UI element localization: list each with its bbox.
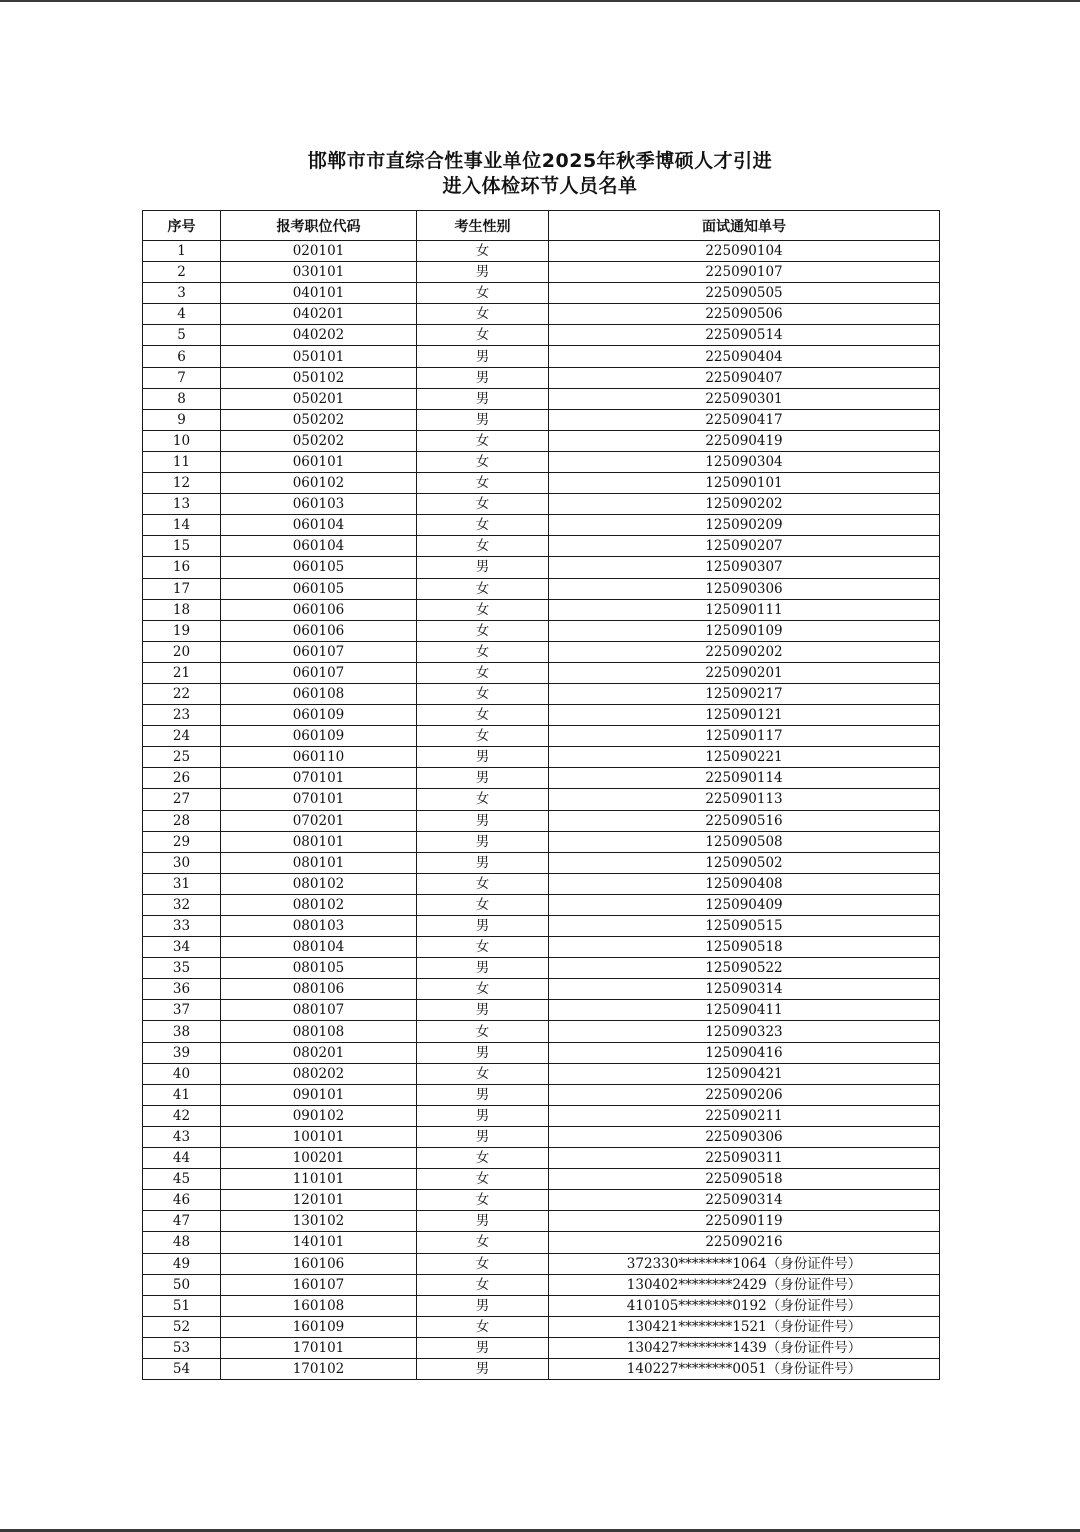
cell-position-code: 060105 [221, 578, 417, 599]
cell-position-code: 080106 [221, 979, 417, 1000]
cell-gender: 男 [417, 1211, 549, 1232]
cell-position-code: 050202 [221, 430, 417, 451]
table-row [143, 958, 940, 979]
cell-gender: 男 [417, 346, 549, 367]
cell-serial-number: 4 [143, 304, 221, 325]
cell-gender: 女 [417, 430, 549, 451]
cell-interview-notice-number: 225090104 [549, 241, 940, 262]
cell-gender: 女 [417, 1316, 549, 1337]
cell-gender: 女 [417, 241, 549, 262]
cell-gender: 女 [417, 1232, 549, 1253]
cell-position-code: 060106 [221, 620, 417, 641]
cell-gender: 女 [417, 937, 549, 958]
table-row [143, 1063, 940, 1084]
cell-gender: 女 [417, 641, 549, 662]
candidate-table [142, 210, 940, 1380]
table-row [143, 1021, 940, 1042]
cell-gender: 女 [417, 578, 549, 599]
cell-interview-notice-number: 140227********0051（身份证件号） [549, 1358, 940, 1379]
cell-gender: 女 [417, 1063, 549, 1084]
table-row [143, 536, 940, 557]
cell-position-code: 060104 [221, 536, 417, 557]
cell-position-code: 050102 [221, 367, 417, 388]
cell-serial-number: 24 [143, 726, 221, 747]
cell-gender: 男 [417, 1000, 549, 1021]
cell-position-code: 060109 [221, 726, 417, 747]
cell-gender: 女 [417, 536, 549, 557]
cell-gender: 男 [417, 557, 549, 578]
cell-gender: 女 [417, 304, 549, 325]
document-title-line2: 进入体检环节人员名单 [442, 175, 638, 197]
cell-interview-notice-number: 225090119 [549, 1211, 940, 1232]
cell-gender: 女 [417, 1169, 549, 1190]
table-row [143, 683, 940, 704]
table-row [143, 578, 940, 599]
cell-interview-notice-number: 410105********0192（身份证件号） [549, 1295, 940, 1316]
cell-serial-number: 48 [143, 1232, 221, 1253]
cell-serial-number: 19 [143, 620, 221, 641]
cell-position-code: 070201 [221, 810, 417, 831]
cell-serial-number: 32 [143, 894, 221, 915]
cell-serial-number: 40 [143, 1063, 221, 1084]
cell-gender: 男 [417, 768, 549, 789]
cell-serial-number: 47 [143, 1211, 221, 1232]
cell-interview-notice-number: 225090516 [549, 810, 940, 831]
cell-gender: 女 [417, 1148, 549, 1169]
cell-serial-number: 36 [143, 979, 221, 1000]
cell-serial-number: 12 [143, 473, 221, 494]
cell-position-code: 030101 [221, 262, 417, 283]
cell-gender: 男 [417, 1126, 549, 1147]
cell-serial-number: 45 [143, 1169, 221, 1190]
cell-interview-notice-number: 225090311 [549, 1148, 940, 1169]
cell-serial-number: 50 [143, 1274, 221, 1295]
cell-serial-number: 34 [143, 937, 221, 958]
cell-interview-notice-number: 125090314 [549, 979, 940, 1000]
cell-serial-number: 6 [143, 346, 221, 367]
cell-serial-number: 3 [143, 283, 221, 304]
cell-serial-number: 29 [143, 831, 221, 852]
cell-position-code: 160109 [221, 1316, 417, 1337]
cell-interview-notice-number: 125090202 [549, 494, 940, 515]
cell-serial-number: 11 [143, 451, 221, 472]
cell-interview-notice-number: 225090505 [549, 283, 940, 304]
cell-serial-number: 27 [143, 789, 221, 810]
cell-interview-notice-number: 225090407 [549, 367, 940, 388]
cell-interview-notice-number: 225090114 [549, 768, 940, 789]
cell-gender: 男 [417, 1337, 549, 1358]
cell-gender: 女 [417, 789, 549, 810]
cell-gender: 男 [417, 852, 549, 873]
table-row [143, 705, 940, 726]
cell-position-code: 060107 [221, 662, 417, 683]
cell-gender: 女 [417, 494, 549, 515]
cell-serial-number: 15 [143, 536, 221, 557]
cell-gender: 男 [417, 958, 549, 979]
cell-interview-notice-number: 225090404 [549, 346, 940, 367]
cell-serial-number: 5 [143, 325, 221, 346]
cell-position-code: 040201 [221, 304, 417, 325]
table-row [143, 1295, 940, 1316]
cell-gender: 男 [417, 810, 549, 831]
cell-position-code: 080202 [221, 1063, 417, 1084]
cell-serial-number: 46 [143, 1190, 221, 1211]
cell-interview-notice-number: 225090113 [549, 789, 940, 810]
cell-serial-number: 23 [143, 705, 221, 726]
cell-serial-number: 30 [143, 852, 221, 873]
cell-serial-number: 20 [143, 641, 221, 662]
cell-gender: 女 [417, 683, 549, 704]
table-row [143, 726, 940, 747]
cell-position-code: 140101 [221, 1232, 417, 1253]
cell-position-code: 100101 [221, 1126, 417, 1147]
cell-interview-notice-number: 125090117 [549, 726, 940, 747]
table-row [143, 304, 940, 325]
cell-gender: 女 [417, 662, 549, 683]
cell-position-code: 060108 [221, 683, 417, 704]
cell-position-code: 050202 [221, 409, 417, 430]
cell-interview-notice-number: 372330********1064（身份证件号） [549, 1253, 940, 1274]
table-row [143, 662, 940, 683]
cell-serial-number: 35 [143, 958, 221, 979]
cell-interview-notice-number: 225090202 [549, 641, 940, 662]
cell-gender: 女 [417, 1190, 549, 1211]
cell-interview-notice-number: 125090502 [549, 852, 940, 873]
table-row [143, 557, 940, 578]
cell-position-code: 080102 [221, 873, 417, 894]
cell-interview-notice-number: 125090101 [549, 473, 940, 494]
cell-position-code: 060109 [221, 705, 417, 726]
table-row [143, 1358, 940, 1379]
cell-gender: 女 [417, 1021, 549, 1042]
cell-serial-number: 38 [143, 1021, 221, 1042]
cell-position-code: 100201 [221, 1148, 417, 1169]
cell-serial-number: 41 [143, 1084, 221, 1105]
cell-position-code: 070101 [221, 789, 417, 810]
cell-interview-notice-number: 225090419 [549, 430, 940, 451]
cell-interview-notice-number: 125090209 [549, 515, 940, 536]
cell-position-code: 160106 [221, 1253, 417, 1274]
table-row [143, 852, 940, 873]
cell-position-code: 080101 [221, 852, 417, 873]
cell-gender: 女 [417, 894, 549, 915]
cell-position-code: 080103 [221, 916, 417, 937]
cell-interview-notice-number: 125090421 [549, 1063, 940, 1084]
table-row [143, 241, 940, 262]
cell-serial-number: 13 [143, 494, 221, 515]
cell-position-code: 080107 [221, 1000, 417, 1021]
cell-position-code: 040101 [221, 283, 417, 304]
cell-interview-notice-number: 125090408 [549, 873, 940, 894]
cell-interview-notice-number: 225090216 [549, 1232, 940, 1253]
cell-gender: 女 [417, 473, 549, 494]
table-row [143, 768, 940, 789]
cell-serial-number: 9 [143, 409, 221, 430]
cell-gender: 女 [417, 515, 549, 536]
table-row [143, 873, 940, 894]
table-row [143, 1105, 940, 1126]
table-row [143, 494, 940, 515]
header-interview-notice-number: 面试通知单号 [549, 211, 940, 241]
table-row [143, 1042, 940, 1063]
table-header-row [143, 211, 940, 241]
table-row [143, 599, 940, 620]
table-row [143, 789, 940, 810]
document-title-line1: 邯郸市市直综合性事业单位2025年秋季博硕人才引进 [307, 150, 773, 172]
cell-gender: 男 [417, 262, 549, 283]
cell-position-code: 060101 [221, 451, 417, 472]
cell-interview-notice-number: 125090111 [549, 599, 940, 620]
cell-gender: 女 [417, 620, 549, 641]
table-row [143, 473, 940, 494]
cell-serial-number: 16 [143, 557, 221, 578]
cell-serial-number: 25 [143, 747, 221, 768]
cell-gender: 男 [417, 1105, 549, 1126]
cell-position-code: 060102 [221, 473, 417, 494]
cell-position-code: 090102 [221, 1105, 417, 1126]
cell-position-code: 040202 [221, 325, 417, 346]
cell-interview-notice-number: 125090508 [549, 831, 940, 852]
cell-interview-notice-number: 225090107 [549, 262, 940, 283]
page-top-border [0, 0, 1080, 2]
cell-serial-number: 10 [143, 430, 221, 451]
table-row [143, 1274, 940, 1295]
cell-interview-notice-number: 125090121 [549, 705, 940, 726]
cell-serial-number: 22 [143, 683, 221, 704]
header-candidate-gender: 考生性别 [417, 211, 549, 241]
cell-serial-number: 44 [143, 1148, 221, 1169]
cell-interview-notice-number: 130402********2429（身份证件号） [549, 1274, 940, 1295]
cell-interview-notice-number: 125090217 [549, 683, 940, 704]
table-row [143, 1337, 940, 1358]
cell-position-code: 070101 [221, 768, 417, 789]
cell-interview-notice-number: 225090306 [549, 1126, 940, 1147]
table-row [143, 409, 940, 430]
cell-serial-number: 17 [143, 578, 221, 599]
cell-gender: 女 [417, 1274, 549, 1295]
cell-interview-notice-number: 225090314 [549, 1190, 940, 1211]
cell-gender: 男 [417, 1042, 549, 1063]
cell-serial-number: 51 [143, 1295, 221, 1316]
table-row [143, 1316, 940, 1337]
cell-interview-notice-number: 125090409 [549, 894, 940, 915]
cell-gender: 男 [417, 1084, 549, 1105]
cell-interview-notice-number: 225090518 [549, 1169, 940, 1190]
cell-position-code: 060106 [221, 599, 417, 620]
table-row [143, 810, 940, 831]
cell-position-code: 120101 [221, 1190, 417, 1211]
table-row [143, 620, 940, 641]
table-row [143, 262, 940, 283]
cell-position-code: 020101 [221, 241, 417, 262]
cell-gender: 男 [417, 1295, 549, 1316]
cell-position-code: 080104 [221, 937, 417, 958]
table-row [143, 747, 940, 768]
cell-gender: 男 [417, 747, 549, 768]
table-row [143, 515, 940, 536]
cell-position-code: 080102 [221, 894, 417, 915]
table-row [143, 937, 940, 958]
cell-position-code: 080108 [221, 1021, 417, 1042]
table-row [143, 430, 940, 451]
cell-position-code: 060105 [221, 557, 417, 578]
cell-gender: 女 [417, 705, 549, 726]
cell-interview-notice-number: 125090518 [549, 937, 940, 958]
cell-position-code: 050201 [221, 388, 417, 409]
cell-serial-number: 26 [143, 768, 221, 789]
cell-serial-number: 33 [143, 916, 221, 937]
table-row [143, 894, 940, 915]
cell-interview-notice-number: 125090109 [549, 620, 940, 641]
cell-interview-notice-number: 125090515 [549, 916, 940, 937]
cell-position-code: 170101 [221, 1337, 417, 1358]
table-row [143, 1211, 940, 1232]
cell-position-code: 080105 [221, 958, 417, 979]
cell-interview-notice-number: 125090306 [549, 578, 940, 599]
cell-position-code: 080201 [221, 1042, 417, 1063]
table-row [143, 641, 940, 662]
table-row [143, 1253, 940, 1274]
cell-serial-number: 21 [143, 662, 221, 683]
table-row [143, 325, 940, 346]
cell-gender: 女 [417, 283, 549, 304]
cell-interview-notice-number: 125090207 [549, 536, 940, 557]
cell-gender: 男 [417, 388, 549, 409]
cell-position-code: 160107 [221, 1274, 417, 1295]
cell-serial-number: 18 [143, 599, 221, 620]
cell-interview-notice-number: 125090323 [549, 1021, 940, 1042]
table-row [143, 916, 940, 937]
cell-serial-number: 39 [143, 1042, 221, 1063]
cell-position-code: 060103 [221, 494, 417, 515]
cell-interview-notice-number: 130427********1439（身份证件号） [549, 1337, 940, 1358]
cell-serial-number: 28 [143, 810, 221, 831]
cell-interview-notice-number: 125090307 [549, 557, 940, 578]
cell-position-code: 060107 [221, 641, 417, 662]
cell-position-code: 060104 [221, 515, 417, 536]
cell-serial-number: 53 [143, 1337, 221, 1358]
table-row [143, 388, 940, 409]
cell-interview-notice-number: 125090411 [549, 1000, 940, 1021]
cell-serial-number: 14 [143, 515, 221, 536]
cell-interview-notice-number: 225090506 [549, 304, 940, 325]
cell-position-code: 050101 [221, 346, 417, 367]
cell-interview-notice-number: 225090206 [549, 1084, 940, 1105]
cell-gender: 男 [417, 1358, 549, 1379]
cell-gender: 女 [417, 873, 549, 894]
cell-gender: 男 [417, 409, 549, 430]
cell-interview-notice-number: 125090416 [549, 1042, 940, 1063]
cell-serial-number: 43 [143, 1126, 221, 1147]
cell-serial-number: 52 [143, 1316, 221, 1337]
table-row [143, 1126, 940, 1147]
cell-interview-notice-number: 225090211 [549, 1105, 940, 1126]
cell-serial-number: 42 [143, 1105, 221, 1126]
table-row [143, 451, 940, 472]
table-row [143, 831, 940, 852]
cell-serial-number: 37 [143, 1000, 221, 1021]
cell-serial-number: 49 [143, 1253, 221, 1274]
table-row [143, 1000, 940, 1021]
cell-position-code: 130102 [221, 1211, 417, 1232]
table-body [143, 241, 940, 1380]
table-row [143, 283, 940, 304]
table-row [143, 346, 940, 367]
cell-interview-notice-number: 130421********1521（身份证件号） [549, 1316, 940, 1337]
cell-gender: 女 [417, 451, 549, 472]
cell-gender: 女 [417, 599, 549, 620]
cell-position-code: 090101 [221, 1084, 417, 1105]
header-position-code: 报考职位代码 [221, 211, 417, 241]
cell-interview-notice-number: 125090221 [549, 747, 940, 768]
cell-interview-notice-number: 225090301 [549, 388, 940, 409]
table-row [143, 1169, 940, 1190]
cell-serial-number: 1 [143, 241, 221, 262]
table-row [143, 1084, 940, 1105]
cell-position-code: 170102 [221, 1358, 417, 1379]
cell-gender: 男 [417, 367, 549, 388]
cell-serial-number: 7 [143, 367, 221, 388]
cell-interview-notice-number: 225090514 [549, 325, 940, 346]
cell-position-code: 060110 [221, 747, 417, 768]
cell-interview-notice-number: 125090522 [549, 958, 940, 979]
cell-serial-number: 8 [143, 388, 221, 409]
cell-gender: 男 [417, 831, 549, 852]
table-row [143, 1190, 940, 1211]
table-row [143, 1148, 940, 1169]
cell-position-code: 080101 [221, 831, 417, 852]
cell-position-code: 110101 [221, 1169, 417, 1190]
cell-serial-number: 31 [143, 873, 221, 894]
cell-gender: 女 [417, 1253, 549, 1274]
cell-interview-notice-number: 225090417 [549, 409, 940, 430]
cell-serial-number: 54 [143, 1358, 221, 1379]
table-row [143, 367, 940, 388]
table-row [143, 979, 940, 1000]
cell-gender: 女 [417, 726, 549, 747]
cell-gender: 女 [417, 325, 549, 346]
cell-interview-notice-number: 125090304 [549, 451, 940, 472]
cell-gender: 男 [417, 916, 549, 937]
header-serial-number: 序号 [143, 211, 221, 241]
table-row [143, 1232, 940, 1253]
cell-interview-notice-number: 225090201 [549, 662, 940, 683]
cell-gender: 女 [417, 979, 549, 1000]
cell-serial-number: 2 [143, 262, 221, 283]
cell-position-code: 160108 [221, 1295, 417, 1316]
